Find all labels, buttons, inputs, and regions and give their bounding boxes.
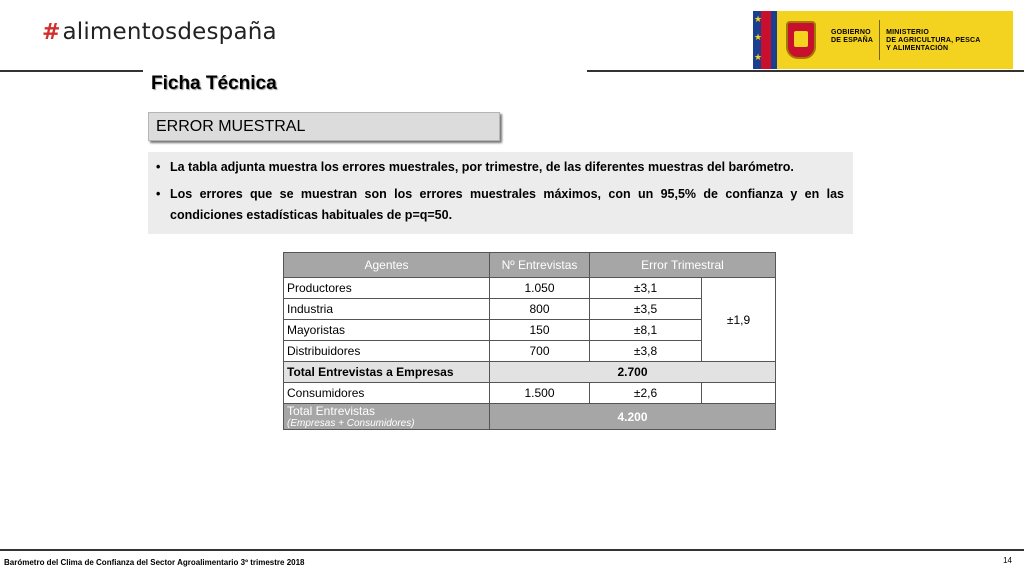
footer-rule [0,549,1024,551]
ministry-label: MINISTERIO DE AGRICULTURA, PESCA Y ALIMENTACIÓN [886,29,981,52]
notes-box [148,152,853,234]
consumers-row [284,383,776,404]
header-rule-right [587,70,1024,72]
note-text: La tabla adjunta muestra los errores muestrales, por trimestre, de las diferentes muestras del barómetro. [170,160,794,174]
error-cell: ±2,6 [590,383,702,404]
header-error: Error Trimestral [590,253,776,278]
sample-error-table [283,252,776,430]
note-text: Los errores que se muestran son los errores muestrales máximos, con un 95,5% de confianza y en las condiciones estadísticas habituales de p=q=50. [170,187,844,222]
brand-name: alimentosdespaña [62,19,277,45]
footer-text: Barómetro del Clima de Confianza del Sector Agroalimentario 3º trimestre 2018 [4,558,305,567]
eu-flag-icon: ★ ★ ★ [753,11,777,69]
header-interviews: Nº Entrevistas [490,253,590,278]
note-item [156,184,844,226]
total-companies-value: 2.700 [490,362,776,383]
grand-total-row [284,404,776,430]
table-row [284,278,776,299]
error-cell: ±3,1 [590,278,702,299]
grand-total-sub: (Empresas + Consumidores) [287,418,415,429]
section-title: ERROR MUESTRAL [148,112,500,141]
header-agents: Agentes [284,253,490,278]
government-label: GOBIERNO DE ESPAÑA [831,29,874,44]
coat-of-arms-icon [777,11,825,69]
total-companies-row [284,362,776,383]
grand-total-label: Total Entrevistas [287,404,376,418]
page-title: Ficha Técnica [151,73,277,94]
brand-logo [42,16,277,48]
agent-cell: Mayoristas [284,320,490,341]
agent-cell: Distribuidores [284,341,490,362]
page-number: 14 [1003,556,1012,565]
interviews-cell: 800 [490,299,590,320]
table-header-row [284,253,776,278]
total-companies-label: Total Entrevistas a Empresas [284,362,490,383]
grand-total-value: 4.200 [490,404,776,430]
grand-total-label-cell [284,404,490,430]
group-error-cell: ±1,9 [702,278,776,362]
interviews-cell: 150 [490,320,590,341]
empty-cell [702,383,776,404]
error-cell: ±3,5 [590,299,702,320]
bullet-icon: • [156,160,161,174]
agent-cell: Industria [284,299,490,320]
agent-cell: Productores [284,278,490,299]
hash-icon: # [42,19,61,45]
agent-cell: Consumidores [284,383,490,404]
interviews-cell: 700 [490,341,590,362]
government-banner [753,11,1013,69]
error-cell: ±3,8 [590,341,702,362]
interviews-cell: 1.050 [490,278,590,299]
header-rule-left [0,70,143,72]
error-cell: ±8,1 [590,320,702,341]
bullet-icon: • [156,187,161,201]
note-item [156,157,844,178]
interviews-cell: 1.500 [490,383,590,404]
